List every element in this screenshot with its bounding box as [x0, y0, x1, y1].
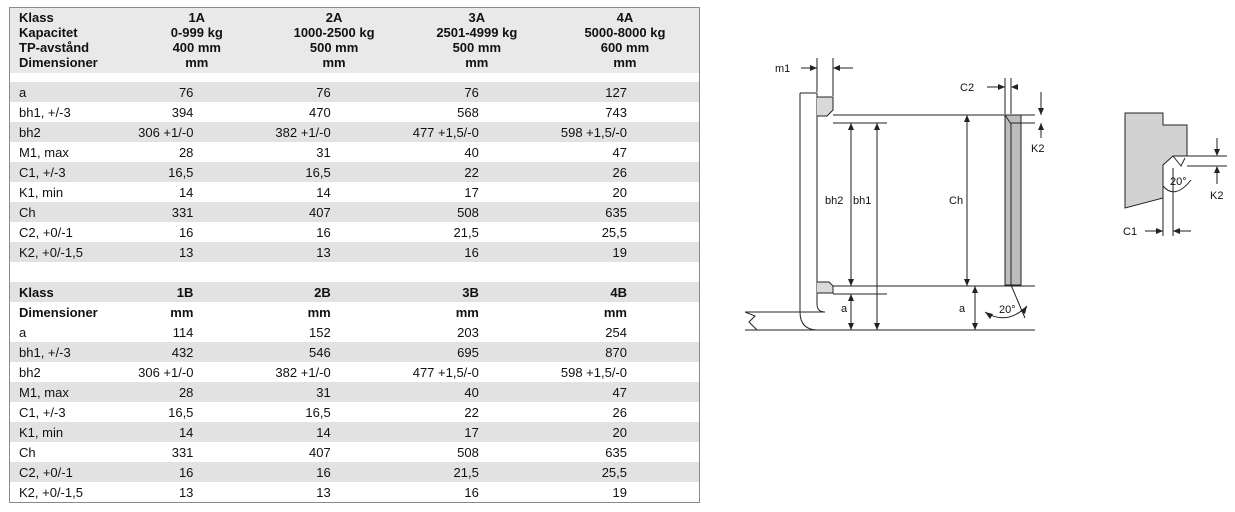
header-a-cell: 4A [551, 8, 700, 26]
table-row [10, 482, 700, 503]
row-value: 40 [403, 382, 551, 402]
row-value: 568 [457, 104, 479, 120]
header-a-cell: mm [551, 55, 700, 73]
row-value: 16,5 [305, 404, 331, 420]
header-a-cell: 2A [265, 8, 402, 26]
row-value: 743 [605, 104, 627, 120]
table-row [10, 422, 700, 442]
row-value: 306 +1/-0 [128, 122, 265, 142]
header-b-cell: mm [603, 304, 627, 320]
row-value: 16,5 [128, 162, 265, 182]
lower-hook [817, 282, 833, 293]
row-value: 382 +1/-0 [265, 122, 402, 142]
header-a-cell: 1000-2500 kg [265, 25, 402, 40]
row-label: C2, +0/-1 [10, 462, 129, 482]
row-value: 407 [309, 444, 331, 460]
detail-label-c1: C1 [1123, 226, 1138, 238]
row-value: 331 [128, 202, 265, 222]
row-value: 394 [171, 104, 194, 120]
header-a-label: TP-avstånd [10, 40, 129, 55]
table-row [10, 202, 700, 222]
row-value: 114 [172, 324, 194, 340]
row-value: 26 [551, 162, 700, 182]
header-a-line [10, 40, 700, 55]
row-label: bh1, +/-3 [19, 104, 71, 120]
header-a-cell: 2501-4999 kg [403, 25, 551, 40]
hook-detail-body [1125, 113, 1187, 208]
table-row [10, 362, 700, 382]
table-row [10, 242, 700, 262]
row-value: 127 [551, 82, 700, 102]
row-value: 152 [309, 324, 331, 340]
table-row [10, 162, 700, 182]
row-label: M1, max [19, 144, 69, 160]
label-a-right: a [959, 303, 966, 315]
row-label: C2, +0/-1 [19, 224, 73, 240]
table-row [10, 142, 700, 162]
header-a-cell: mm [403, 55, 551, 73]
header-a-line [10, 8, 700, 26]
header-b-cell: 1B [128, 282, 265, 302]
row-value: 13 [128, 242, 265, 262]
row-label: Ch [10, 202, 129, 222]
label-k2: K2 [1031, 143, 1045, 155]
table-row [10, 402, 700, 422]
row-value: 870 [551, 342, 700, 362]
row-value: 17 [403, 422, 551, 442]
header-b-cell: mm [307, 304, 331, 320]
table-row [10, 342, 700, 362]
row-value: 16 [178, 224, 194, 240]
row-label: bh2 [19, 364, 41, 380]
carriage-plate [1005, 115, 1021, 285]
header-a-cell: 3A [403, 8, 551, 26]
row-value: 16 [316, 224, 331, 240]
row-label: K1, min [19, 184, 64, 200]
detail-label-angle: 20° [1170, 176, 1187, 188]
row-value: 306 +1/-0 [138, 364, 194, 380]
row-value: 76 [265, 82, 402, 102]
row-value: 25,5 [551, 462, 700, 482]
header-b-cell: 3B [403, 282, 551, 302]
row-value: 16,5 [265, 162, 402, 182]
row-value: 47 [551, 382, 700, 402]
row-value: 76 [128, 82, 265, 102]
row-value: 28 [128, 382, 265, 402]
row-value: 19 [551, 242, 700, 262]
table-row [10, 462, 700, 482]
header-a-cell: 400 mm [128, 40, 265, 55]
row-label: C1, +/-3 [19, 404, 66, 420]
label-angle: 20° [999, 304, 1016, 316]
header-a-cell: 1A [128, 8, 265, 26]
row-value: 13 [316, 484, 331, 500]
row-value: 432 [128, 342, 265, 362]
row-value: 28 [178, 144, 194, 160]
row-value: 14 [128, 422, 265, 442]
row-label: K2, +0/-1,5 [19, 484, 83, 500]
header-a-cell: 5000-8000 kg [551, 25, 700, 40]
table-row [10, 82, 700, 102]
table-row [10, 322, 700, 342]
header-a-cell: mm [128, 55, 265, 73]
row-value: 254 [605, 324, 627, 340]
header-a-cell: 500 mm [403, 40, 551, 55]
row-value: 25,5 [601, 224, 627, 240]
header-a-cell: 0-999 kg [128, 25, 265, 40]
row-value: 598 +1,5/-0 [560, 364, 627, 380]
row-value: 598 +1,5/-0 [551, 122, 700, 142]
row-label: bh2 [10, 122, 129, 142]
header-b-row [10, 302, 700, 322]
row-value: 20 [551, 422, 700, 442]
row-value: 635 [605, 444, 627, 460]
row-value: 21,5 [403, 462, 551, 482]
row-value: 31 [316, 144, 331, 160]
row-value: 14 [316, 184, 331, 200]
row-value: 635 [551, 202, 700, 222]
row-value: 477 +1,5/-0 [412, 364, 479, 380]
row-value: 203 [457, 324, 479, 340]
row-label: bh1, +/-3 [10, 342, 129, 362]
row-label: Ch [19, 444, 36, 460]
specification-table [9, 7, 700, 503]
row-value: 13 [265, 242, 402, 262]
label-a-left: a [841, 303, 848, 315]
row-value: 16 [265, 462, 402, 482]
hook-detail-diagram [1115, 108, 1230, 243]
row-value: 477 +1,5/-0 [403, 122, 551, 142]
table-row [10, 222, 700, 242]
row-value: 16 [464, 484, 479, 500]
header-a-cell: mm [265, 55, 402, 73]
label-ch: Ch [949, 195, 964, 207]
table-row [10, 442, 700, 462]
row-value: 22 [464, 404, 479, 420]
row-value: 470 [309, 104, 331, 120]
row-value: 16,5 [168, 404, 194, 420]
row-value: 26 [612, 404, 627, 420]
spacer [10, 262, 700, 282]
row-value: 76 [403, 82, 551, 102]
row-value: 14 [178, 184, 194, 200]
row-value: 695 [403, 342, 551, 362]
table-row [10, 182, 700, 202]
label-bh1: bh1 [853, 195, 872, 207]
header-a-line [10, 55, 700, 73]
row-value: 17 [464, 184, 479, 200]
table-row [10, 382, 700, 402]
header-b-label: Dimensioner [19, 304, 98, 320]
table-row [10, 122, 700, 142]
header-a-cell: 600 mm [551, 40, 700, 55]
header-b-cell: mm [455, 304, 479, 320]
spacer [10, 73, 700, 82]
row-value: 16 [403, 242, 551, 262]
row-value: 382 +1/-0 [275, 364, 331, 380]
row-value: 47 [612, 144, 627, 160]
row-label: M1, max [10, 382, 129, 402]
row-value: 20 [612, 184, 627, 200]
row-value: 19 [612, 484, 627, 500]
row-label: K2, +0/-1,5 [10, 242, 129, 262]
row-label: C1, +/-3 [10, 162, 129, 182]
row-value: 31 [265, 382, 402, 402]
row-value: 40 [464, 144, 479, 160]
row-label: a [19, 324, 27, 340]
row-value: 331 [171, 444, 194, 460]
fork-shape [745, 93, 818, 330]
label-bh2: bh2 [825, 195, 844, 207]
fork-carriage-diagram [745, 50, 1045, 340]
header-a-label: Dimensioner [10, 55, 129, 73]
header-b-cell: mm [170, 304, 194, 320]
header-b-row [10, 282, 700, 302]
header-b-cell: 2B [265, 282, 402, 302]
label-m1: m1 [775, 63, 791, 75]
label-c2: C2 [960, 82, 975, 94]
row-value: 546 [265, 342, 402, 362]
row-value: 14 [265, 422, 402, 442]
header-a-label: Kapacitet [10, 25, 129, 40]
upper-hook [817, 97, 833, 116]
row-label: a [10, 82, 129, 102]
row-value: 508 [457, 444, 479, 460]
row-value: 508 [403, 202, 551, 222]
row-value: 13 [178, 484, 194, 500]
header-a-line [10, 25, 700, 40]
row-value: 22 [403, 162, 551, 182]
header-b-label: Klass [10, 282, 129, 302]
detail-label-k2: K2 [1210, 190, 1224, 202]
row-value: 16 [128, 462, 265, 482]
table-row [10, 102, 700, 122]
row-label: K1, min [10, 422, 129, 442]
row-value: 21,5 [453, 224, 479, 240]
header-b-cell: 4B [551, 282, 700, 302]
header-a-label: Klass [10, 8, 129, 26]
header-a-cell: 500 mm [265, 40, 402, 55]
row-value: 407 [265, 202, 402, 222]
